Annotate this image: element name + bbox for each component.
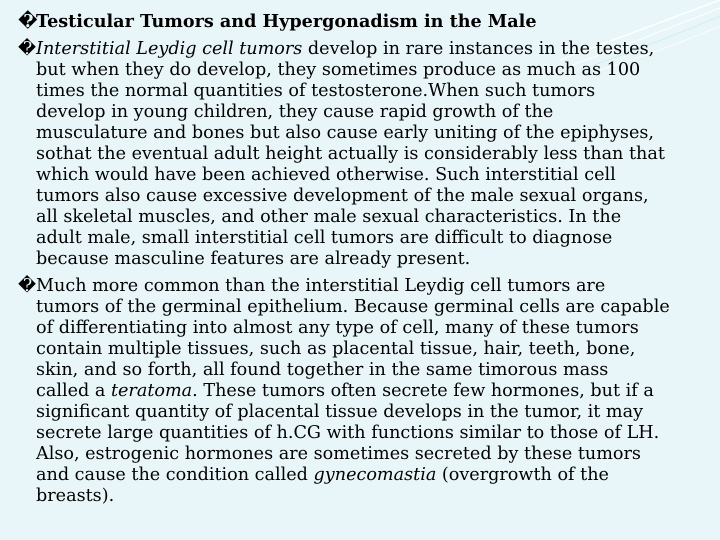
italic-term: teratoma [110, 381, 193, 401]
paragraph-line: of differentiating into almost any type of cell, many of these tumors [36, 318, 639, 338]
paragraph-line: all skeletal muscles, and other male sexual characteristics. In the [36, 207, 622, 227]
line-text: (overgrowth of the [436, 465, 609, 485]
paragraph-line: musculature and bones but also cause early uniting of the epiphyses, [36, 123, 654, 143]
paragraph-line: adult male, small interstitial cell tumors are difficult to diagnose [36, 228, 613, 248]
paragraph-line: contain multiple tissues, such as placental tissue, hair, teeth, bone, [36, 339, 636, 359]
line-text: . These tumors often secrete few hormones, but if a [192, 381, 654, 401]
paragraph-line: tumors also cause excessive development of the male sexual organs, [36, 186, 649, 206]
paragraph-line [18, 465, 718, 486]
paragraph-line: secrete large quantities of h.CG with functions similar to those of LH. [36, 423, 660, 443]
paragraph-line: but when they do develop, they sometimes produce as much as 100 [36, 60, 641, 80]
paragraph-line: Also, estrogenic hormones are sometimes secreted by these tumors [36, 444, 641, 464]
paragraph-line [18, 39, 718, 60]
bullet-icon: � [18, 11, 38, 32]
paragraph-leydig [18, 39, 718, 270]
italic-term: gynecomastia [313, 465, 437, 485]
title-text: Testicular Tumors and Hypergonadism in the Male [36, 11, 537, 32]
paragraph-line: because masculine features are already present. [36, 249, 471, 269]
line-text: develop in rare instances in the testes, [302, 39, 655, 59]
italic-term: Interstitial Leydig cell tumors [36, 39, 303, 59]
bullet-icon: � [18, 39, 37, 59]
paragraph-line [18, 381, 718, 402]
paragraph-germinal [18, 276, 718, 507]
bullet-icon: � [18, 276, 37, 296]
paragraph-line: tumors of the germinal epithelium. Because germinal cells are capable [36, 297, 670, 317]
paragraph-line: skin, and so forth, all found together in the same timorous mass [36, 360, 609, 380]
paragraph-line: breasts). [36, 486, 115, 506]
line-text: called a [36, 381, 111, 401]
page-title [18, 11, 718, 32]
paragraph-line: significant quantity of placental tissue develops in the tumor, it may [36, 402, 644, 422]
paragraph-line: which would have been achieved otherwise. Such interstitial cell [36, 165, 616, 185]
line-text: Much more common than the interstitial Leydig cell tumors are [36, 276, 606, 296]
paragraph-line: develop in young children, they cause rapid growth of the [36, 102, 554, 122]
line-text: and cause the condition called [36, 465, 314, 485]
paragraph-line: times the normal quantities of testosterone.When such tumors [36, 81, 596, 101]
paragraph-line [18, 276, 718, 297]
title-paragraph [18, 11, 718, 32]
paragraph-line: sothat the eventual adult height actually is considerably less than that [36, 144, 665, 164]
